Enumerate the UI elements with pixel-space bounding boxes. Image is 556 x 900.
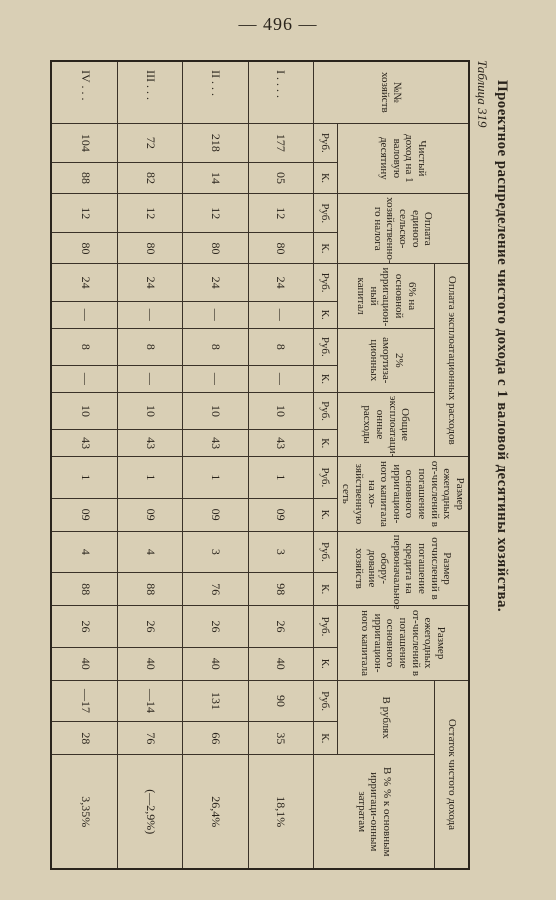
cell: — xyxy=(248,365,313,392)
unit-rub: Руб. xyxy=(313,680,337,721)
cell: 10 xyxy=(51,392,118,429)
cell: 26,4% xyxy=(183,755,248,869)
cell: — xyxy=(51,365,118,392)
cell: — xyxy=(183,365,248,392)
cell: 14 xyxy=(183,162,248,193)
cell: 24 xyxy=(51,264,118,301)
unit-rub: Руб. xyxy=(313,531,337,572)
cell: 98 xyxy=(248,573,313,606)
remainder-pct-header: В % % к основным ирригаци-онным затратам xyxy=(313,755,435,869)
unit-rub: Руб. xyxy=(313,328,337,365)
cell: 24 xyxy=(248,264,313,301)
cell: 12 xyxy=(248,194,313,233)
unit-rub: Руб. xyxy=(313,392,337,429)
cell: 28 xyxy=(51,722,118,755)
cell: 40 xyxy=(248,647,313,680)
rotated-table-block xyxy=(48,60,510,880)
cell: 3 xyxy=(248,531,313,572)
cell: 76 xyxy=(183,573,248,606)
cell: 10 xyxy=(248,392,313,429)
cell: 24 xyxy=(118,264,183,301)
cell: 80 xyxy=(183,233,248,264)
unit-kop: К. xyxy=(313,365,337,392)
net-income-header: Чистый доход на 1 валовую десятину xyxy=(337,123,469,193)
cell: 66 xyxy=(183,722,248,755)
cell: — xyxy=(118,301,183,328)
table-title: Проектное распределение чистого дохода с 1 валовой десятины хозяйства. xyxy=(494,80,510,613)
unit-rub: Руб. xyxy=(313,457,337,498)
cell: 12 xyxy=(51,194,118,233)
amortization-header: 2% амортиза-ционных xyxy=(337,328,435,392)
distribution-table xyxy=(50,60,470,870)
remainder-header: Остаток чистого дохода xyxy=(435,680,469,869)
cell: 8 xyxy=(183,328,248,365)
cell: 1 xyxy=(51,457,118,498)
cell: —14 xyxy=(118,680,183,721)
cell: — xyxy=(118,365,183,392)
cell: — xyxy=(183,301,248,328)
cell: 09 xyxy=(183,498,248,531)
cell: 26 xyxy=(183,606,248,647)
deduct-network-header: Размер ежегодных от-числений в погашение основного ирригацион-ного капитала на хо-зяйственную сеть xyxy=(337,457,469,532)
cell: 40 xyxy=(183,647,248,680)
cell: 26 xyxy=(51,606,118,647)
cell: 8 xyxy=(248,328,313,365)
table-row xyxy=(183,61,248,869)
cell: 09 xyxy=(51,498,118,531)
cell: 12 xyxy=(118,194,183,233)
general-header: Общие эксплоатаци-онные расходы xyxy=(337,392,435,456)
table-row xyxy=(248,61,313,869)
cell: 76 xyxy=(118,722,183,755)
cell: 4 xyxy=(51,531,118,572)
cell: 43 xyxy=(51,430,118,457)
cell: 72 xyxy=(118,123,183,162)
cell: 88 xyxy=(118,573,183,606)
farm-label: I . . . . xyxy=(248,61,313,123)
cell: 80 xyxy=(51,233,118,264)
cell: 43 xyxy=(183,430,248,457)
farm-header: №№ хозяйств xyxy=(313,61,469,123)
cell: 218 xyxy=(183,123,248,162)
table-row xyxy=(51,61,118,869)
deduct-capital-header: Размер ежегодных от-числений в погашение основного ирригацион-ного капитала xyxy=(337,606,469,681)
cell: 80 xyxy=(248,233,313,264)
cell: 10 xyxy=(183,392,248,429)
cell: 1 xyxy=(183,457,248,498)
cell: 26 xyxy=(248,606,313,647)
cell: 18,1% xyxy=(248,755,313,869)
cell: 177 xyxy=(248,123,313,162)
cell: 26 xyxy=(118,606,183,647)
cell: (—2,9%) xyxy=(118,755,183,869)
farm-label: II . . . xyxy=(183,61,248,123)
unit-kop: К. xyxy=(313,722,337,755)
deduct-credit-header: Размер отчислений в погашение кредита на первоначальное обору-дование хозяйств xyxy=(337,531,469,606)
table-number: Таблица 319 xyxy=(475,60,490,128)
unit-kop: К. xyxy=(313,162,337,193)
cell: 24 xyxy=(183,264,248,301)
cell: 104 xyxy=(51,123,118,162)
unit-kop: К. xyxy=(313,573,337,606)
unit-kop: К. xyxy=(313,647,337,680)
cell: 82 xyxy=(118,162,183,193)
tax-header: Оплата единого сельско-хозяйственно-го налога xyxy=(337,194,469,264)
unit-rub: Руб. xyxy=(313,264,337,301)
cell: 8 xyxy=(51,328,118,365)
cell: 43 xyxy=(118,430,183,457)
cell: 10 xyxy=(118,392,183,429)
unit-rub: Руб. xyxy=(313,606,337,647)
cell: 131 xyxy=(183,680,248,721)
cell: 3,35% xyxy=(51,755,118,869)
cell: 09 xyxy=(118,498,183,531)
unit-kop: К. xyxy=(313,430,337,457)
table-row xyxy=(118,61,183,869)
unit-kop: К. xyxy=(313,233,337,264)
cell: 40 xyxy=(118,647,183,680)
cell: 80 xyxy=(118,233,183,264)
cell: 8 xyxy=(118,328,183,365)
farm-label: III . . . xyxy=(118,61,183,123)
exploitation-header: Оплата эксплоатационных расходов xyxy=(435,264,469,457)
cell: 1 xyxy=(118,457,183,498)
cell: 3 xyxy=(183,531,248,572)
unit-kop: К. xyxy=(313,301,337,328)
cell: 88 xyxy=(51,162,118,193)
page-number: — 496 — xyxy=(238,14,318,34)
cell: 35 xyxy=(248,722,313,755)
cell: 90 xyxy=(248,680,313,721)
cell: 12 xyxy=(183,194,248,233)
unit-rub: Руб. xyxy=(313,123,337,162)
cell: 43 xyxy=(248,430,313,457)
remainder-rub-header: В рублях xyxy=(337,680,435,755)
unit-kop: К. xyxy=(313,498,337,531)
cell: 40 xyxy=(51,647,118,680)
interest-header: 6% на основной ирригацион-ный капитал xyxy=(337,264,435,328)
farm-label: IV . . . xyxy=(51,61,118,123)
unit-rub: Руб. xyxy=(313,194,337,233)
cell: 1 xyxy=(248,457,313,498)
cell: —17 xyxy=(51,680,118,721)
cell: — xyxy=(248,301,313,328)
cell: 05 xyxy=(248,162,313,193)
cell: 4 xyxy=(118,531,183,572)
cell: 09 xyxy=(248,498,313,531)
cell: — xyxy=(51,301,118,328)
cell: 88 xyxy=(51,573,118,606)
